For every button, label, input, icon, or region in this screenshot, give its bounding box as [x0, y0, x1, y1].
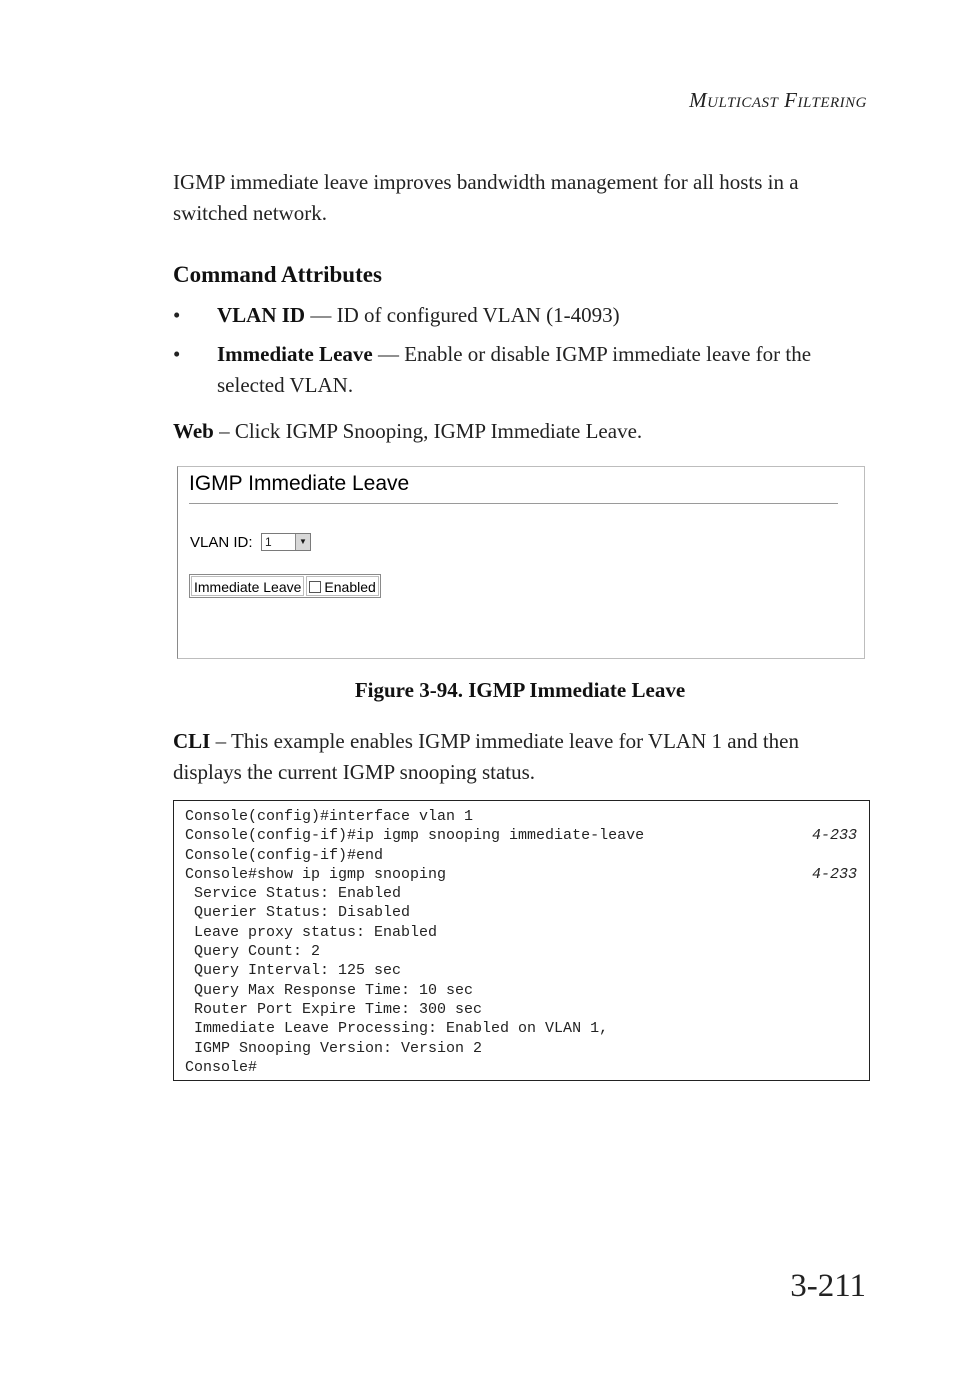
- code-line: [174, 807, 869, 826]
- code-text: Querier Status: Disabled: [185, 904, 411, 922]
- enabled-cell: [306, 576, 378, 596]
- immediate-leave-label: Immediate Leave: [191, 576, 304, 596]
- vlan-id-label: VLAN ID:: [190, 534, 253, 551]
- web-instruction: [173, 416, 873, 447]
- code-text: Router Port Expire Time: 300 sec: [185, 1000, 483, 1018]
- cli-code-lines: [174, 807, 869, 1077]
- vlan-id-select[interactable]: [261, 533, 311, 551]
- vlan-id-value: 1: [265, 535, 272, 549]
- bullet-icon: •: [173, 342, 181, 366]
- cli-label: CLI: [173, 729, 211, 753]
- intro-paragraph: IGMP immediate leave improves bandwidth management for all hosts in a switched network.: [173, 170, 799, 225]
- list-item: [173, 339, 873, 401]
- code-line: [174, 884, 869, 903]
- code-line: [174, 1039, 869, 1058]
- attribute-list: [173, 300, 873, 409]
- panel-title: IGMP Immediate Leave: [189, 472, 410, 495]
- attribute-description: — ID of configured VLAN (1-4093): [305, 303, 620, 327]
- code-text: Console(config-if)#end: [185, 846, 384, 864]
- code-text: Service Status: Enabled: [185, 885, 402, 903]
- code-text: Query Interval: 125 sec: [185, 962, 402, 980]
- code-text: Console#: [185, 1058, 258, 1076]
- code-line: [174, 961, 869, 980]
- code-line: [174, 981, 869, 1000]
- panel-divider: [189, 503, 838, 504]
- cli-instruction-text: – This example enables IGMP immediate leave for VLAN 1 and then displays the current IGMP snooping status.: [173, 729, 799, 784]
- enabled-checkbox[interactable]: [309, 581, 321, 593]
- code-line: [174, 942, 869, 961]
- code-line: [174, 1019, 869, 1038]
- cli-instruction: [173, 726, 873, 788]
- immediate-leave-table: [189, 574, 381, 598]
- attribute-term: Immediate Leave: [217, 342, 373, 366]
- igmp-immediate-leave-panel: [177, 466, 865, 659]
- code-text: Console#show ip igmp snooping: [185, 865, 447, 883]
- code-text: Console(config)#interface vlan 1: [185, 808, 474, 825]
- code-text: Query Max Response Time: 10 sec: [185, 981, 474, 999]
- section-heading: Command Attributes: [173, 262, 382, 287]
- code-text: IGMP Snooping Version: Version 2: [185, 1039, 483, 1057]
- web-label: Web: [173, 419, 214, 443]
- page-number: 3-211: [790, 1268, 866, 1304]
- attribute-description: — Enable or disable IGMP immediate leave for the selected VLAN.: [217, 342, 812, 397]
- code-line: [174, 846, 869, 865]
- list-item: [173, 300, 873, 331]
- web-instruction-text: – Click IGMP Snooping, IGMP Immediate Leave.: [213, 419, 643, 443]
- attribute-term: VLAN ID: [217, 303, 306, 327]
- figure-caption: Figure 3-94. IGMP Immediate Leave: [354, 678, 686, 702]
- code-text: Console(config-if)#ip igmp snooping immediate-leave: [185, 827, 645, 845]
- running-header: Multicast Filtering: [689, 88, 867, 112]
- code-text: Query Count: 2: [185, 943, 321, 961]
- code-text: Leave proxy status: Enabled: [185, 923, 438, 941]
- code-line: [174, 1000, 869, 1019]
- enabled-label: Enabled: [324, 579, 376, 595]
- code-line: [174, 903, 869, 922]
- code-line: [174, 1058, 869, 1077]
- page-reference: 4-233: [811, 865, 857, 883]
- page-reference: 4-233: [811, 827, 857, 845]
- code-line: [174, 826, 869, 845]
- code-line: [174, 923, 869, 942]
- code-line: [174, 865, 869, 884]
- code-text: Immediate Leave Processing: Enabled on VLAN 1,: [185, 1020, 609, 1038]
- bullet-icon: •: [173, 303, 181, 327]
- chevron-down-icon[interactable]: ▼: [295, 534, 310, 550]
- cli-code-box: [173, 800, 870, 1081]
